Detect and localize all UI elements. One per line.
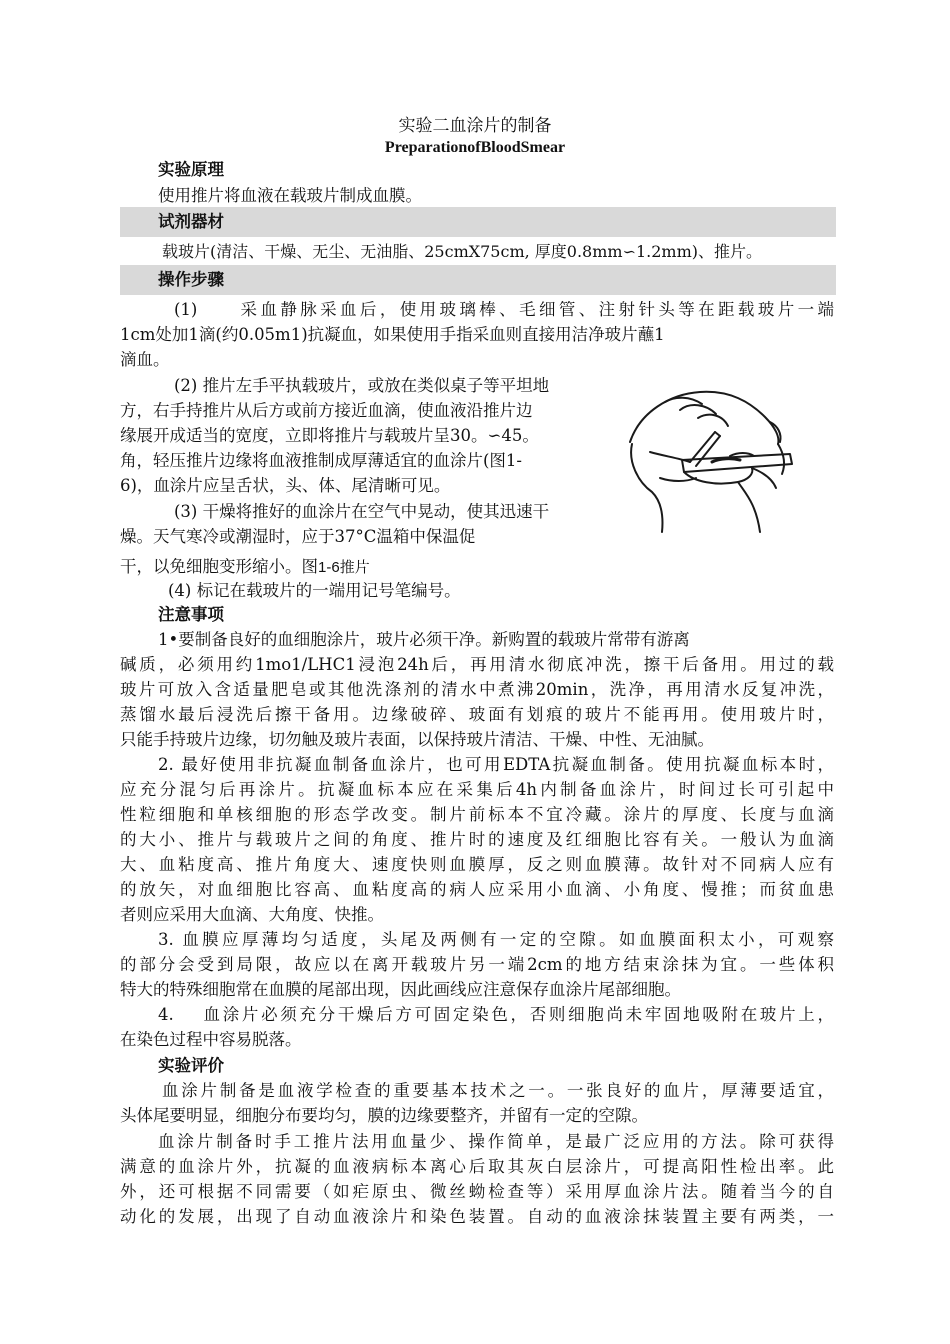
steps-heading-band — [120, 265, 836, 295]
step-3-line-1: (3) 干燥将推好的血涂片在空气中晃动，使其迅速干 — [174, 502, 550, 521]
materials-text: 载玻片(清洁、干燥、无尘、无油脂、25cmX75cm, 厚度0.8mm∽1.2mm)、推片。 — [162, 242, 763, 261]
note-line-16: 4. 血涂片必须充分干燥后方可固定染色，否则细胞尚未牢固地吸附在玻片上， — [158, 1005, 834, 1024]
document-title-en: PreparationofBloodSmear — [384, 139, 566, 156]
materials-heading: 试剂器材 — [158, 212, 224, 231]
step-2-line-1: (2) 推片左手平执载玻片，或放在类似桌子等平坦地 — [174, 376, 550, 395]
steps-heading: 操作步骤 — [158, 270, 224, 289]
note-line-17: 在染色过程中容易脱落。 — [120, 1030, 302, 1049]
note-line-1: 1•要制备良好的血细胞涂片，玻片必须干净。新购置的载玻片常带有游离 — [158, 630, 690, 649]
smear-figure — [620, 382, 810, 542]
step-3-line-3 — [120, 555, 370, 580]
note-line-6: 2. 最好使用非抗凝血制备血涂片，也可用EDTA抗凝血制备。使用抗凝血标本时， — [158, 755, 834, 774]
evaluation-line-2: 头体尾要明显，细胞分布要均匀，膜的边缘要整齐，并留有一定的空隙。 — [120, 1106, 648, 1125]
note-line-7: 应充分混匀后再涂片。抗凝血标本应在采集后4h内制备血涂片，时间过长可引起中 — [120, 780, 834, 799]
note-line-13: 3. 血膜应厚薄均匀适度，头尾及两侧有一定的空隙。如血膜面积太小，可观察 — [158, 930, 834, 949]
step-4-line-1: (4) 标记在载玻片的一端用记号笔编号。 — [168, 581, 461, 600]
note-line-2: 碱质，必须用约1mo1/LHC1浸泡24h后，再用清水彻底冲洗，擦干后备用。用过的载 — [120, 655, 834, 674]
note-line-3: 玻片可放入含适量肥皂或其他洗涤剂的清水中煮沸20min，洗净，再用清水反复冲洗， — [120, 680, 834, 699]
document-title-cn: 实验二血涂片的制备 — [398, 116, 552, 136]
evaluation-line-5: 外，还可根据不同需要（如疟原虫、微丝蚴检查等）采用厚血涂片法。随着当今的自 — [120, 1182, 834, 1201]
evaluation-heading: 实验评价 — [158, 1056, 224, 1075]
note-line-11: 的放矢，对血细胞比容高、血粘度高的病人应采用小血滴、小角度、慢推；而贫血患 — [120, 880, 834, 899]
hand-smear-illustration-icon — [620, 382, 810, 542]
step-3-line-2: 燥。天气寒冷或潮湿时，应于37°C温箱中保温促 — [120, 527, 476, 546]
note-line-8: 性粒细胞和单核细胞的形态学改变。制片前标本不宜冷藏。涂片的厚度、长度与血滴 — [120, 805, 834, 824]
note-line-10: 大、血粘度高、推片角度大、速度快则血膜厚，反之则血膜薄。故针对不同病人应有 — [120, 855, 834, 874]
notes-heading: 注意事项 — [158, 605, 224, 624]
figure-caption: 推片 — [339, 558, 370, 576]
materials-heading-band — [120, 207, 836, 237]
step-1-line-2: 1cm处加1滴(约0.05m1)抗凝血，如果使用手指采血则直接用洁净玻片蘸1 — [120, 325, 665, 344]
step-1-line-1: (1) 采血静脉采血后，使用玻璃棒、毛细管、注射针头等在距载玻片一端 — [174, 300, 834, 319]
note-line-4: 蒸馏水最后浸洗后擦干备用。边缘破碎、玻面有划痕的玻片不能再用。使用玻片时， — [120, 705, 834, 724]
note-line-12: 者则应采用大血滴、大角度、快推。 — [120, 905, 384, 924]
evaluation-line-4: 满意的血涂片外，抗凝的血液病标本离心后取其灰白层涂片，可提高阳性检出率。此 — [120, 1157, 834, 1176]
step-1-line-3: 滴血。 — [120, 350, 170, 369]
figure-number: 1-6 — [318, 559, 340, 576]
principle-text: 使用推片将血液在载玻片制成血膜。 — [158, 186, 422, 205]
note-line-15: 特大的特殊细胞常在血膜的尾部出现，因此画线应注意保存血涂片尾部细胞。 — [120, 980, 681, 999]
step-2-line-5: 6)，血涂片应呈舌状，头、体、尾清晰可见。 — [120, 476, 451, 495]
step-3-line-3-text: 干，以免细胞变形缩小。图 — [120, 557, 318, 576]
evaluation-line-1: 血涂片制备是血液学检查的重要基本技术之一。一张良好的血片，厚薄要适宜， — [162, 1081, 834, 1100]
step-2-line-4: 角，轻压推片边缘将血液推制成厚薄适宜的血涂片(图1- — [120, 451, 523, 470]
note-line-14: 的部分会受到局限，故应以在离开载玻片另一端2cm的地方结束涂抹为宜。一些体积 — [120, 955, 834, 974]
evaluation-line-6: 动化的发展，出现了自动血液涂片和染色装置。自动的血液涂抹装置主要有两类，一 — [120, 1207, 834, 1226]
note-line-5: 只能手持玻片边缘，切勿触及玻片表面，以保持玻片清洁、干燥、中性、无油腻。 — [120, 730, 714, 749]
note-line-9: 的大小、推片与载玻片之间的角度、推片时的速度及红细胞比容有关。一般认为血滴 — [120, 830, 834, 849]
step-2-line-3: 缘展开成适当的宽度，立即将推片与载玻片呈30。∽45。 — [120, 426, 539, 445]
evaluation-line-3: 血涂片制备时手工推片法用血量少、操作简单，是最广泛应用的方法。除可获得 — [158, 1132, 834, 1151]
principle-heading: 实验原理 — [158, 160, 224, 179]
step-2-line-2: 方，右手持推片从后方或前方接近血滴，使血液沿推片边 — [120, 401, 533, 420]
